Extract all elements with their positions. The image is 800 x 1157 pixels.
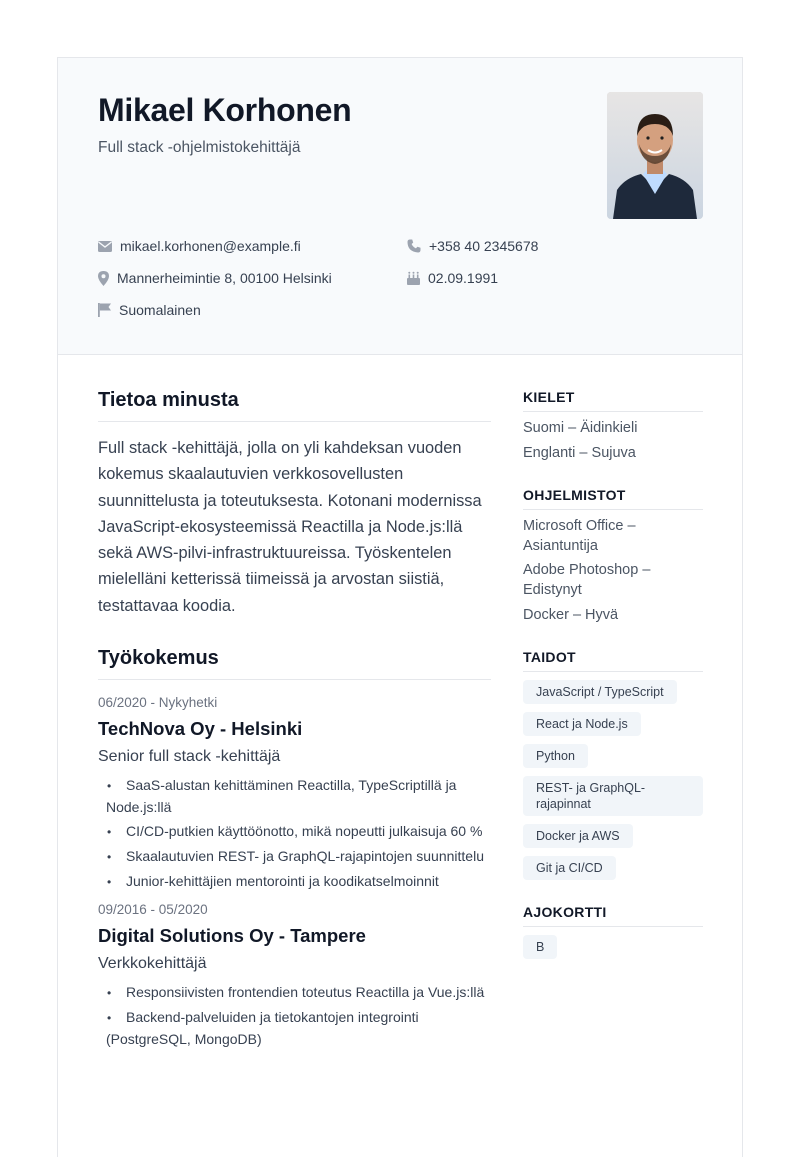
phone-text: +358 40 2345678 [429,238,539,254]
person-title: Full stack -ohjelmistokehittäjä [98,139,301,156]
job-role: Verkkokehittäjä [98,955,207,973]
email-text: mikael.korhonen@example.fi [120,238,301,254]
list-item: • SaaS-alustan kehittäminen Reactilla, TypeScriptillä ja Node.js:llä [106,777,457,815]
map-pin-icon [98,271,109,286]
side-column [523,389,703,959]
birthdate-text: 02.09.1991 [428,270,499,286]
skill-chip: React ja Node.js [523,712,641,736]
job-bullets [106,982,491,1049]
software-list [523,516,703,625]
flag-icon [98,303,111,317]
envelope-icon [98,241,112,252]
software-item: Docker – Hyvä [523,606,619,623]
about-heading: Tietoa minusta [98,389,491,422]
skill-chip: JavaScript / TypeScript [523,680,677,704]
list-item: • Backend-palveluiden ja tietokantojen integrointi (PostgreSQL, MongoDB) [106,1009,419,1047]
nationality-text: Suomalainen [119,302,201,318]
list-item: • Responsiivisten frontendien toteutus Reactilla ja Vue.js:llä [107,984,485,1001]
contact-nationality [98,302,201,318]
languages-heading: KIELET [523,389,703,412]
software-item: Microsoft Office – Asiantuntija [523,517,636,554]
software-heading: OHJELMISTOT [523,487,703,510]
list-item: • Skaalautuvien REST- ja GraphQL-rajapintojen suunnittelu [107,847,484,864]
cake-icon [407,271,420,285]
skills-list [523,680,703,880]
skill-chip: REST- ja GraphQL-rajapinnat [523,776,703,816]
contact-birthdate [407,270,498,286]
job-company: Digital Solutions Oy - Tampere [98,925,366,947]
contact-email [98,238,301,254]
about-text: Full stack -kehittäjä, jolla on yli kahdeksan vuoden kokemus skaalautuvien verkkosovellusten suunnittelusta ja toteutuksesta. Kotonani modernissa JavaScript-ekosysteemissä Reactilla ja Node.js:llä sekä AWS-pilvi-infrastruktuureissa. Työskentelen mielelläni ketterissä tiimeissä ja arvostan siistiä, testattavaa koodia. [98,439,482,615]
contact-address [98,270,332,286]
contact-phone [407,238,538,254]
job-entry [98,902,491,1049]
skills-heading: TAIDOT [523,649,703,672]
address-text: Mannerheimintie 8, 00100 Helsinki [117,270,332,286]
phone-icon [407,239,421,253]
language-item: Englanti – Sujuva [523,444,636,461]
resume-page [57,57,743,1157]
experience-heading: Työkokemus [98,647,491,680]
resume-header [58,58,742,355]
list-item: • Junior-kehittäjien mentorointi ja koodikatselmoinnit [107,872,439,889]
languages-list [523,418,703,463]
license-list [523,935,703,959]
list-item: • CI/CD-putkien käyttöönotto, mikä nopeutti julkaisuja 60 % [107,822,483,839]
skill-chip: Docker ja AWS [523,824,633,848]
job-bullets [106,775,491,892]
job-dates: 06/2020 - Nykyhetki [98,695,218,711]
skill-chip: Git ja CI/CD [523,856,616,880]
license-chip: B [523,935,557,959]
main-column [98,389,491,1053]
person-name: Mikael Korhonen [98,92,352,128]
job-company: TechNova Oy - Helsinki [98,718,303,740]
software-item: Adobe Photoshop – Edistynyt [523,562,651,598]
skill-chip: Python [523,744,588,768]
job-entry [98,695,491,892]
job-dates: 09/2016 - 05/2020 [98,902,208,918]
license-heading: AJOKORTTI [523,904,703,927]
profile-photo [607,92,703,219]
language-item: Suomi – Äidinkieli [523,420,638,436]
job-role: Senior full stack -kehittäjä [98,748,281,766]
